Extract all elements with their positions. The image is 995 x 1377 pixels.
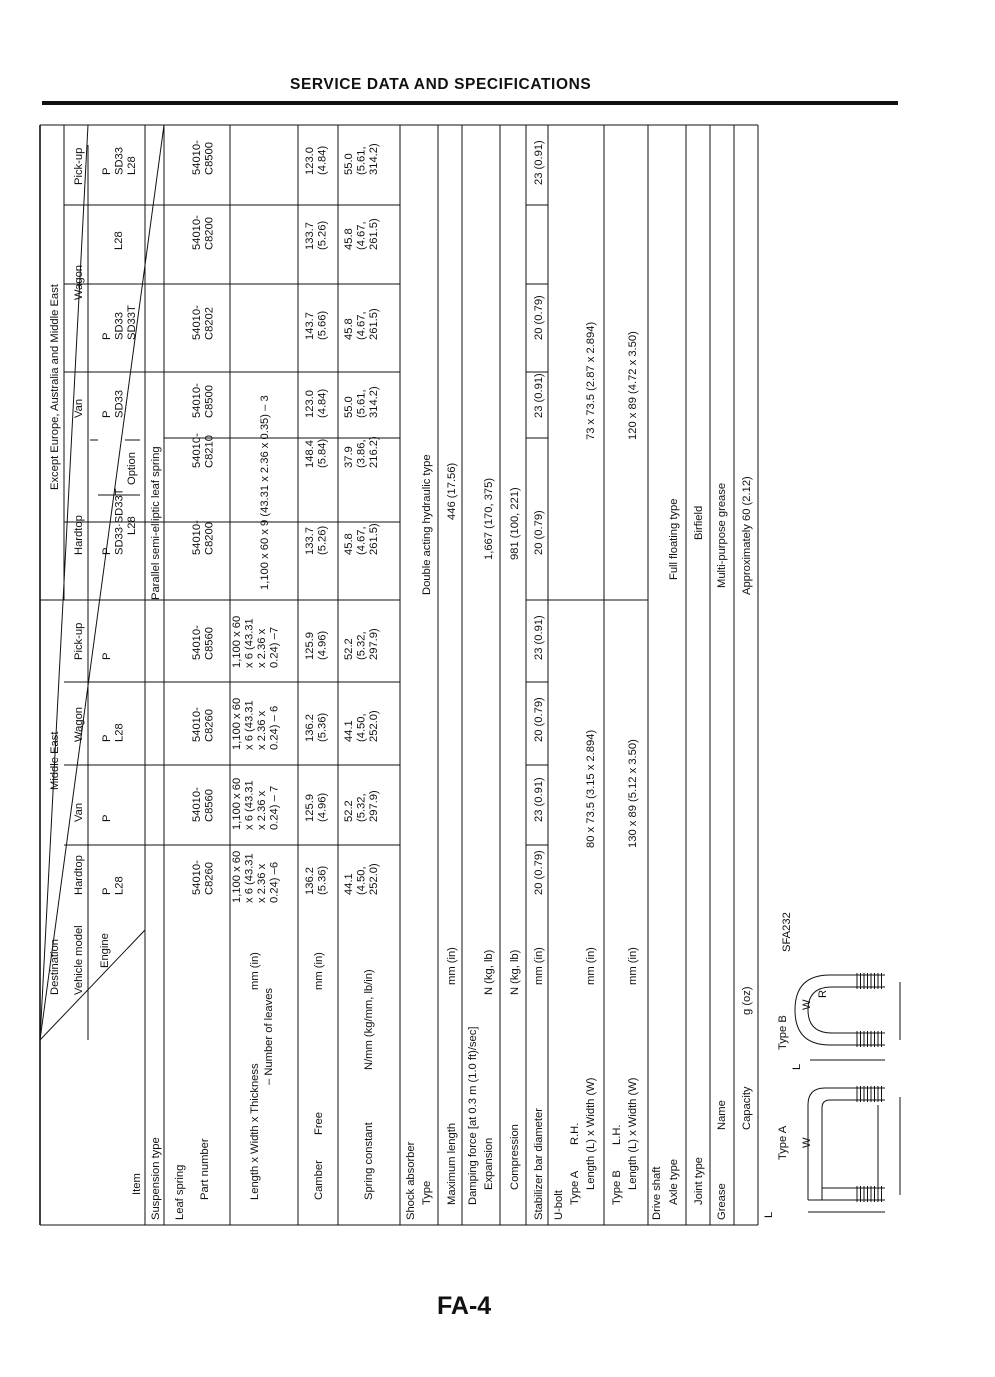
length-width-me_pickup: x 2.36 x (256, 628, 268, 668)
spring-constant-me_pickup: 52.2 (343, 638, 355, 660)
item-max-length-unit: mm (in) (446, 947, 458, 985)
engine-ex-pickup: L28 (126, 156, 138, 175)
engine-ex-van: P (101, 410, 113, 418)
length-width-me_hardtop: 1,100 x 60 (231, 850, 243, 903)
item-length-width: Length x Width x Thickness (249, 1063, 261, 1200)
item-camber-free: Free (313, 1111, 325, 1135)
spring-constant-ex_wagon_p: 45.8 (343, 318, 355, 340)
part-number-ex_hardtop_opt: C8210 (203, 435, 216, 468)
engine-ex-hardtop: SD33·SD33T (113, 488, 126, 555)
item-ubolt-lh: L.H. (611, 1124, 623, 1145)
item-spring-constant: Spring constant (363, 1122, 375, 1200)
ubolt-a-leg-1 (808, 1088, 885, 1200)
item-length-width-unit: mm (in) (249, 952, 261, 990)
part-number-me_hardtop: 54010- (191, 860, 203, 895)
item-joint-type: Joint type (693, 1157, 705, 1205)
engine-me-pickup: P (101, 652, 113, 660)
engine-me-hardtop: L28 (113, 876, 126, 895)
length-width-except: 1,100 x 60 x 9 (43.31 x 2.36 x 0.35) – 3 (259, 395, 271, 590)
ubolt-b-except: 120 x 89 (4.72 x 3.50) (627, 331, 639, 440)
item-expansion: Expansion (483, 1137, 495, 1190)
spring-constant-ex_wagon_p: 261.5) (368, 308, 380, 340)
length-width-me_hardtop: x 6 (43.31 (243, 853, 256, 903)
length-width-me_hardtop: 0.24) –6 (268, 861, 281, 903)
camber-ex_hardtop_opt: (5.84) (316, 438, 329, 468)
camber-ex_hardtop_opt: 148.4 (304, 440, 316, 468)
stabilizer-me_wagon: 20 (0.79) (533, 697, 545, 742)
value-grease-capacity: Approximately 60 (2.12) (741, 476, 753, 595)
part-number-me_pickup: C8560 (203, 627, 216, 660)
camber-ex_wagon_p: (5.66) (316, 310, 329, 340)
item-label: Item (131, 1173, 143, 1195)
table-text (49, 140, 829, 1220)
spring-constant-me_wagon: (4.50, (355, 713, 368, 742)
spring-constant-ex_van: (5.61, (355, 389, 368, 418)
camber-ex_van: 123.0 (304, 390, 316, 418)
value-expansion: 1,667 (170, 375) (483, 477, 495, 560)
spring-constant-ex_hardtop_opt: 37.9 (343, 446, 355, 468)
part-number-me_hardtop: C8260 (203, 862, 216, 895)
page-title: SERVICE DATA AND SPECIFICATIONS (290, 76, 592, 93)
item-grease-capacity: Capacity (741, 1086, 753, 1130)
length-width-me_wagon: x 2.36 x (256, 710, 268, 750)
item-ubolt-a-unit: mm (in) (585, 947, 597, 985)
camber-ex_wagon_l28: (5.26) (316, 220, 329, 250)
camber-me_wagon: (5.36) (316, 712, 329, 742)
item-ubolt: U-bolt (553, 1190, 565, 1220)
length-width-me_wagon: 0.24) – 6 (268, 705, 281, 750)
engine-ex-hardtop-l28: L28 (126, 516, 138, 535)
vehicle-model-label: Vehicle model (73, 925, 85, 995)
item-shock-absorber: Shock absorber (405, 1141, 417, 1220)
item-max-length: Maximum length (446, 1122, 458, 1205)
figure-code: SFA232 (781, 912, 793, 952)
item-compression: Compression (509, 1124, 521, 1190)
spring-constant-me_wagon: 44.1 (343, 720, 355, 742)
page-number: FA-4 (437, 1292, 492, 1320)
camber-me_pickup: (4.96) (316, 630, 329, 660)
length-width-me_wagon: x 6 (43.31 (243, 700, 256, 750)
part-number-ex_wagon_p: C8202 (203, 307, 216, 340)
spring-constant-ex_pickup: 314.2) (368, 143, 380, 175)
spring-constant-ex_van: 55.0 (343, 396, 355, 418)
spring-constant-ex_hardtop_opt: (3.86, (355, 439, 368, 468)
camber-ex_van: (4.84) (316, 388, 329, 418)
item-grease: Grease (716, 1183, 728, 1220)
item-part-number: Part number (199, 1138, 211, 1200)
spring-constant-ex_wagon_l28: (4.67, (355, 221, 368, 250)
ubolt-a-middle-east: 80 x 73.5 (3.15 x 2.894) (585, 729, 597, 848)
item-damping-force: Damping force [at 0.3 m (1.0 ft)/sec] (467, 1026, 479, 1205)
figure-b-w-label: W (801, 999, 813, 1010)
length-width-me_van: x 6 (43.31 (243, 780, 256, 830)
region-except: Except Europe, Australia and Middle East (49, 284, 61, 490)
table-grid (40, 125, 758, 1225)
item-axle-type: Axle type (668, 1158, 680, 1205)
item-camber-unit: mm (in) (313, 952, 325, 990)
stabilizer-ex_van: 23 (0.91) (533, 373, 545, 418)
figure-type-b-label: Type B (777, 1015, 789, 1050)
part-number-me_van: C8560 (203, 789, 216, 822)
camber-ex_pickup: 123.0 (304, 147, 316, 175)
spring-constant-me_pickup: 297.9) (368, 628, 380, 660)
item-leaf-spring: Leaf spring (174, 1164, 186, 1220)
stabilizer-ex_hardtop: 20 (0.79) (533, 510, 545, 555)
item-ubolt-type-b: Type B (611, 1170, 623, 1205)
engine-ex-hardtop: P (101, 547, 113, 555)
item-stabilizer-unit: mm (in) (533, 947, 545, 985)
item-shock-type: Type (421, 1180, 433, 1205)
engine-ex-wagon-p: SD33 (113, 312, 126, 340)
part-number-ex_hardtop_opt: 54010- (191, 433, 203, 468)
engine-ex-wagon-p: P (101, 332, 113, 340)
item-ubolt-rh: R.H. (569, 1122, 581, 1145)
camber-ex_pickup: (4.84) (316, 145, 329, 175)
camber-ex_hardtop_p: (5.26) (316, 525, 329, 555)
part-number-me_van: 54010- (191, 787, 203, 822)
model-me-wagon: Wagon (73, 706, 85, 742)
part-number-ex_wagon_l28: 54010- (191, 215, 203, 250)
part-number-ex_van: C8500 (203, 385, 216, 418)
camber-me_wagon: 136.2 (304, 714, 316, 742)
value-shock-type: Double acting hydraulic type (421, 454, 433, 595)
engine-me-van: P (101, 814, 113, 822)
spring-constant-ex_hardtop_p: 45.8 (343, 533, 355, 555)
stabilizer-ex_wagon: 20 (0.79) (533, 295, 545, 340)
engine-ex-pickup: P (101, 167, 113, 175)
part-number-ex_van: 54010- (191, 383, 203, 418)
item-ubolt-b-lxw: Length (L) x Width (W) (627, 1077, 639, 1190)
spring-constant-me_hardtop: 44.1 (343, 873, 355, 895)
spring-constant-ex_hardtop_opt: 216.2) (368, 436, 380, 468)
spring-constant-ex_van: 314.2) (368, 386, 380, 418)
item-camber: Camber (313, 1160, 325, 1200)
part-number-me_wagon: C8260 (203, 709, 216, 742)
item-number-of-leaves: – Number of leaves (263, 987, 275, 1085)
spring-constant-me_pickup: (5.32, (355, 631, 368, 660)
item-ubolt-b-unit: mm (in) (627, 947, 639, 985)
model-me-hardtop: Hardtop (73, 855, 85, 895)
length-width-me_pickup: 1,100 x 60 (231, 615, 243, 668)
spring-constant-me_van: 297.9) (368, 790, 380, 822)
item-stabilizer: Stabilizer bar diameter (533, 1108, 545, 1220)
part-number-ex_hardtop_p: 54010- (191, 520, 203, 555)
spring-constant-me_hardtop: 252.0) (368, 863, 380, 895)
stabilizer-me_van: 23 (0.91) (533, 777, 545, 822)
camber-me_hardtop: (5.36) (316, 865, 329, 895)
camber-me_pickup: 125.9 (304, 632, 316, 660)
value-axle-type: Full floating type (668, 498, 680, 580)
length-width-me_pickup: x 6 (43.31 (243, 618, 256, 668)
length-width-me_van: 0.24) – 7 (268, 785, 281, 830)
spring-constant-ex_wagon_l28: 261.5) (368, 218, 380, 250)
region-middle-east: Middle East (49, 731, 61, 790)
item-grease-capacity-unit: g (oz) (741, 986, 753, 1015)
spring-constant-me_hardtop: (4.50, (355, 866, 368, 895)
figure-b-l-label: L (791, 1063, 803, 1070)
model-ex-hardtop: Hardtop (73, 515, 85, 555)
item-drive-shaft: Drive shaft (651, 1166, 663, 1220)
stabilizer-ex_pickup: 23 (0.91) (533, 140, 545, 185)
spring-constant-ex_hardtop_p: (4.67, (355, 526, 368, 555)
item-ubolt-a-lxw: Length (L) x Width (W) (585, 1077, 597, 1190)
engine-me-wagon: L28 (113, 723, 126, 742)
model-me-pickup: Pick-up (73, 622, 85, 660)
engine-label: Engine (99, 933, 111, 968)
item-suspension-type: Suspension type (150, 1137, 162, 1220)
ubolt-b-middle-east: 130 x 89 (5.12 x 3.50) (627, 739, 639, 848)
engine-me-wagon: P (101, 734, 113, 742)
length-width-me_van: 1,100 x 60 (231, 777, 243, 830)
spring-constant-me_van: (5.32, (355, 793, 368, 822)
stabilizer-me_pickup: 23 (0.91) (533, 615, 545, 660)
ubolt-a-except: 73 x 73.5 (2.87 x 2.894) (585, 321, 597, 440)
engine-me-hardtop: P (101, 887, 113, 895)
spring-constant-ex_pickup: (5.61, (355, 146, 368, 175)
item-grease-name: Name (716, 1100, 728, 1130)
engine-ex-pickup: SD33 (113, 147, 126, 175)
spring-constant-me_van: 52.2 (343, 800, 355, 822)
part-number-ex_wagon_p: 54010- (191, 305, 203, 340)
value-compression: 981 (100, 221) (509, 487, 521, 560)
camber-ex_wagon_l28: 133.7 (304, 222, 316, 250)
ubolt-a-leg-2 (808, 1188, 885, 1200)
value-grease-name: Multi-purpose grease (716, 482, 728, 588)
length-width-me_hardtop: x 2.36 x (256, 863, 268, 903)
figure-b-r-label: R (817, 989, 829, 998)
part-number-me_pickup: 54010- (191, 625, 203, 660)
length-width-me_wagon: 1,100 x 60 (231, 697, 243, 750)
model-ex-van: Van (73, 398, 85, 418)
camber-me_van: (4.96) (316, 792, 329, 822)
destination-label: Destination (49, 939, 61, 995)
spring-constant-ex_pickup: 55.0 (343, 153, 355, 175)
part-number-ex_pickup: 54010- (191, 140, 203, 175)
figure-a-w-label: W (801, 1137, 813, 1148)
figure-a-l-label: L (763, 1211, 775, 1218)
value-max-length: 446 (17.56) (446, 462, 458, 520)
spring-constant-me_wagon: 252.0) (368, 710, 380, 742)
spring-constant-ex_hardtop_p: 261.5) (368, 523, 380, 555)
stabilizer-me_hardtop: 20 (0.79) (533, 850, 545, 895)
model-ex-wagon: Wagon (73, 264, 85, 300)
camber-ex_wagon_p: 143.7 (304, 312, 316, 340)
engine-ex-hardtop-option: Option (126, 452, 138, 485)
part-number-ex_wagon_l28: C8200 (203, 217, 216, 250)
camber-me_van: 125.9 (304, 794, 316, 822)
camber-ex_hardtop_p: 133.7 (304, 527, 316, 555)
value-joint-type: Birfield (693, 505, 705, 540)
item-expansion-unit: N (kg, lb) (483, 949, 495, 995)
spring-constant-ex_wagon_l28: 45.8 (343, 228, 355, 250)
length-width-me_pickup: 0.24) –7 (268, 626, 281, 668)
spring-constant-ex_wagon_p: (4.67, (355, 311, 368, 340)
engine-ex-van: SD33 (113, 390, 126, 418)
part-number-ex_pickup: C8500 (203, 142, 216, 175)
ubolt-a-inner-leg (822, 1100, 885, 1200)
camber-me_hardtop: 136.2 (304, 867, 316, 895)
engine-ex-wagon-l28: L28 (113, 231, 125, 250)
value-suspension-type: Parallel semi-elliptic leaf spring (150, 446, 162, 600)
engine-ex-wagon-p: SD33T (126, 305, 138, 340)
item-compression-unit: N (kg, lb) (509, 949, 521, 995)
part-number-me_wagon: 54010- (191, 707, 203, 742)
item-ubolt-type-a: Type A (569, 1170, 581, 1205)
model-ex-pickup: Pick-up (73, 147, 85, 185)
model-me-van: Van (73, 802, 85, 822)
item-spring-constant-unit: N/mm (kg/mm, lb/in) (363, 969, 375, 1070)
length-width-me_van: x 2.36 x (256, 790, 268, 830)
figure-type-a-label: Type A (777, 1125, 789, 1160)
part-number-ex_hardtop_p: C8200 (203, 522, 216, 555)
